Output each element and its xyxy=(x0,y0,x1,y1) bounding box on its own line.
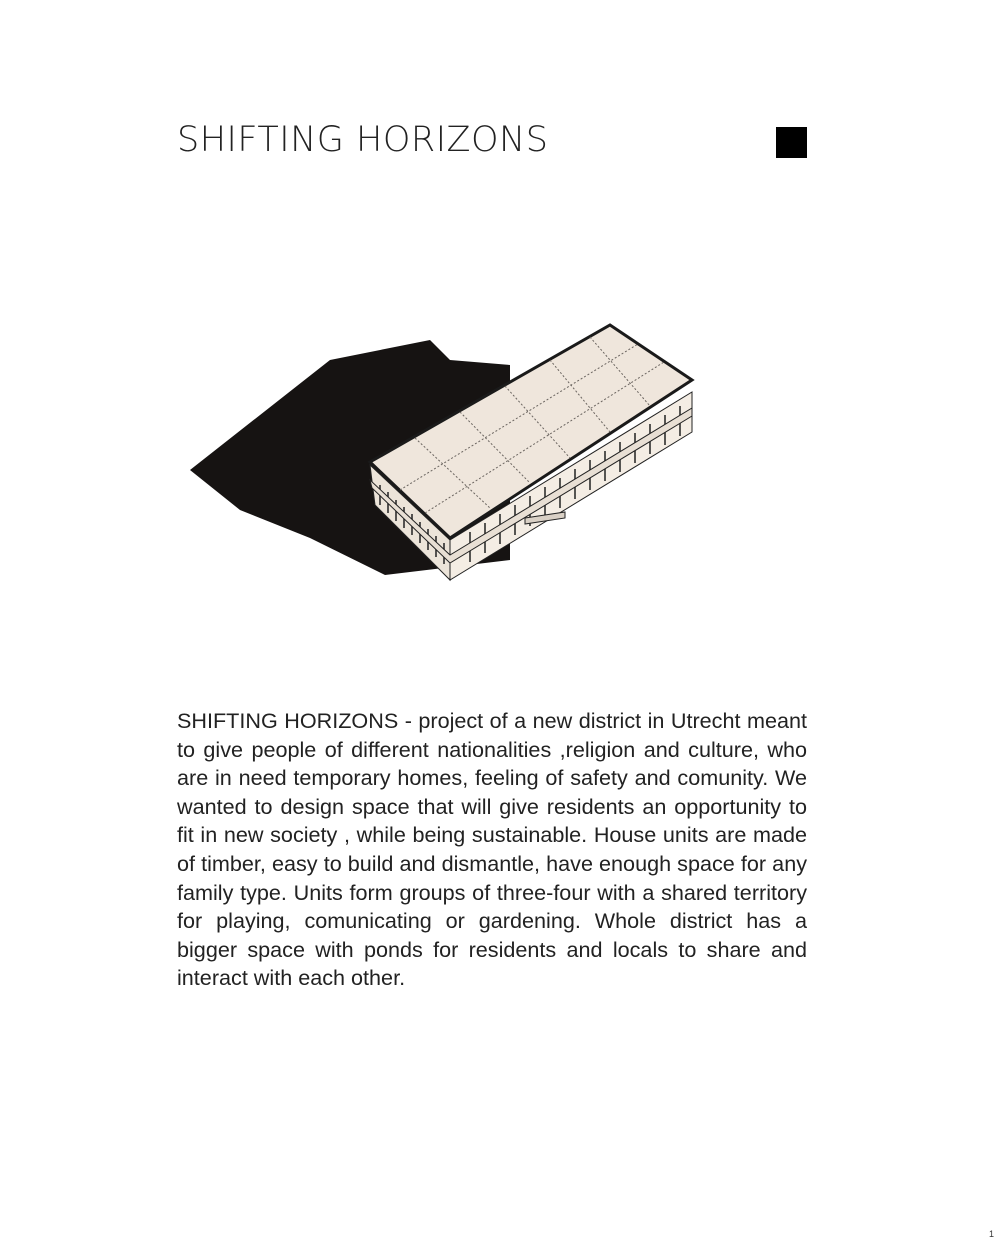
building-axonometric-illustration xyxy=(180,300,720,630)
page-title: SHIFTING HORIZONS xyxy=(177,120,549,160)
project-description: SHIFTING HORIZONS - project of a new district in Utrecht meant to give people of different nationalities ,religion and culture, who are in need temporary homes, feeling of safety and comunity. We wanted to design space that will give residents an opportunity to fit in new society , while being sustainable. House units are made of timber, easy to build and dismantle, have enough space for any family type. Units form groups of three-four with a shared territory for playing, comunicating or gardening. Whole district has a bigger space with ponds for residents and locals to share and interact with each other. xyxy=(177,708,807,991)
page-number: 1 xyxy=(988,1229,994,1239)
black-square-mark xyxy=(776,127,807,158)
